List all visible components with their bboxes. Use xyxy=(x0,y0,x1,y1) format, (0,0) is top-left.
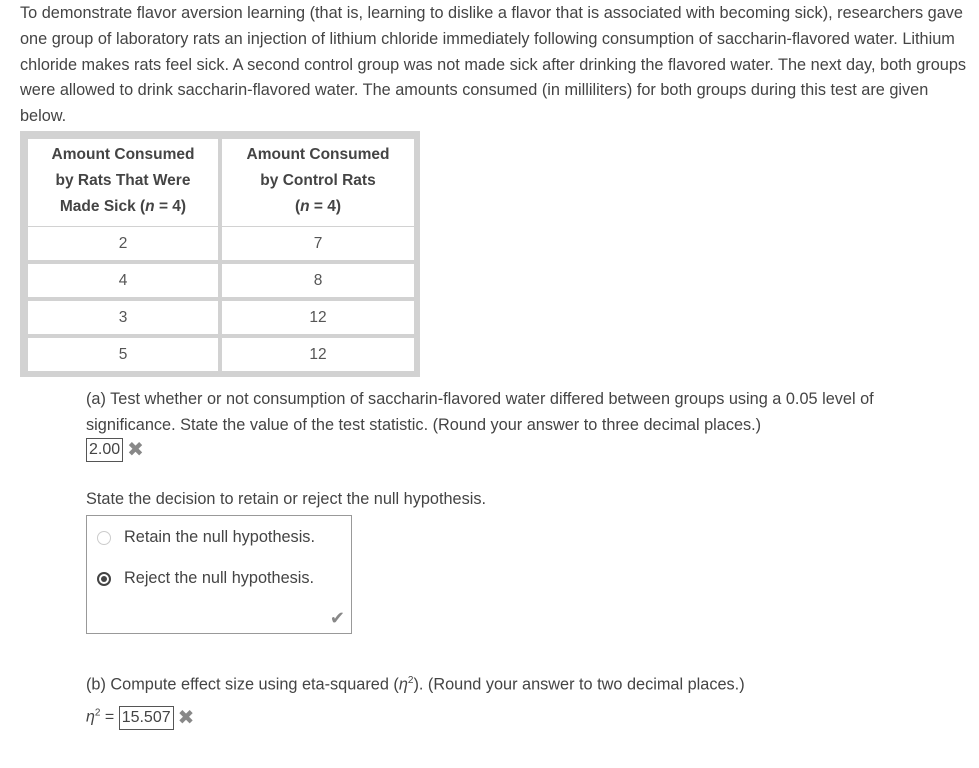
table-cell: 2 xyxy=(28,227,218,260)
incorrect-x-icon: ✖ xyxy=(127,439,144,461)
eta-symbol: η xyxy=(398,675,408,694)
incorrect-x-icon: ✖ xyxy=(177,707,195,729)
header-line xyxy=(28,194,218,220)
radio-label[interactable]: Reject the null hypothesis. xyxy=(124,569,315,587)
part-b-answer-row xyxy=(86,705,194,730)
radio-button-selected[interactable] xyxy=(97,572,111,586)
superscript: 2 xyxy=(407,675,414,686)
equals-sign: = xyxy=(100,708,119,726)
header-text: = 4) xyxy=(309,198,342,215)
decision-prompt: State the decision to retain or reject the null hypothesis. xyxy=(86,490,487,508)
header-n: n xyxy=(300,198,310,215)
question-text: (b) Compute effect size using eta-squared ( xyxy=(86,675,399,694)
radio-label[interactable]: Retain the null hypothesis. xyxy=(124,528,315,546)
table-cell: 12 xyxy=(222,338,414,371)
table-header-control xyxy=(222,139,414,226)
table-cell: 5 xyxy=(28,338,218,371)
correct-check-icon: ✔ xyxy=(329,608,345,628)
table-cell: 12 xyxy=(222,301,414,334)
part-b-question xyxy=(86,675,745,694)
header-line xyxy=(222,194,414,220)
table-header-sick xyxy=(28,139,218,226)
data-table xyxy=(20,131,420,377)
header-text: ( xyxy=(294,198,301,215)
question-text: ). (Round your answer to two decimal places.) xyxy=(413,675,745,694)
decision-radio-group xyxy=(86,515,352,634)
superscript: 2 xyxy=(94,707,101,719)
part-a-answer-row xyxy=(86,437,144,462)
eta-squared-input[interactable]: 15.507 xyxy=(119,706,174,730)
table-cell: 8 xyxy=(222,264,414,297)
test-statistic-input[interactable]: 2.00 xyxy=(86,438,123,462)
header-line: Amount Consumed xyxy=(246,146,390,163)
radio-reject[interactable] xyxy=(97,569,314,588)
header-line: by Rats That Were xyxy=(55,172,191,189)
radio-button[interactable] xyxy=(97,531,111,545)
table-cell: 3 xyxy=(28,301,218,334)
header-text: = 4) xyxy=(154,198,187,215)
header-line: by Control Rats xyxy=(260,172,376,189)
table-cell: 4 xyxy=(28,264,218,297)
table-cell: 7 xyxy=(222,227,414,260)
header-text: Made Sick ( xyxy=(59,198,146,215)
eta-symbol: η xyxy=(86,708,95,726)
problem-intro: To demonstrate flavor aversion learning (that is, learning to dislike a flavor that is associated with becoming sick), researchers gave one group of laboratory rats an injection of lithium chloride immediately following consumption of saccharin-flavored water. Lithium chloride makes rats feel sick. A second control group was not made sick after drinking the flavored water. The next day, both groups were allowed to drink saccharin-flavored water. The amounts consumed (in milliliters) for both groups during this test are given below. xyxy=(20,4,967,126)
header-line: Amount Consumed xyxy=(51,146,195,163)
header-n: n xyxy=(145,198,155,215)
radio-retain[interactable] xyxy=(97,528,315,547)
part-a-question: (a) Test whether or not consumption of saccharin-flavored water differed between groups using a 0.05 level of significance. State the value of the test statistic. (Round your answer to three decimal places.) xyxy=(86,390,874,434)
